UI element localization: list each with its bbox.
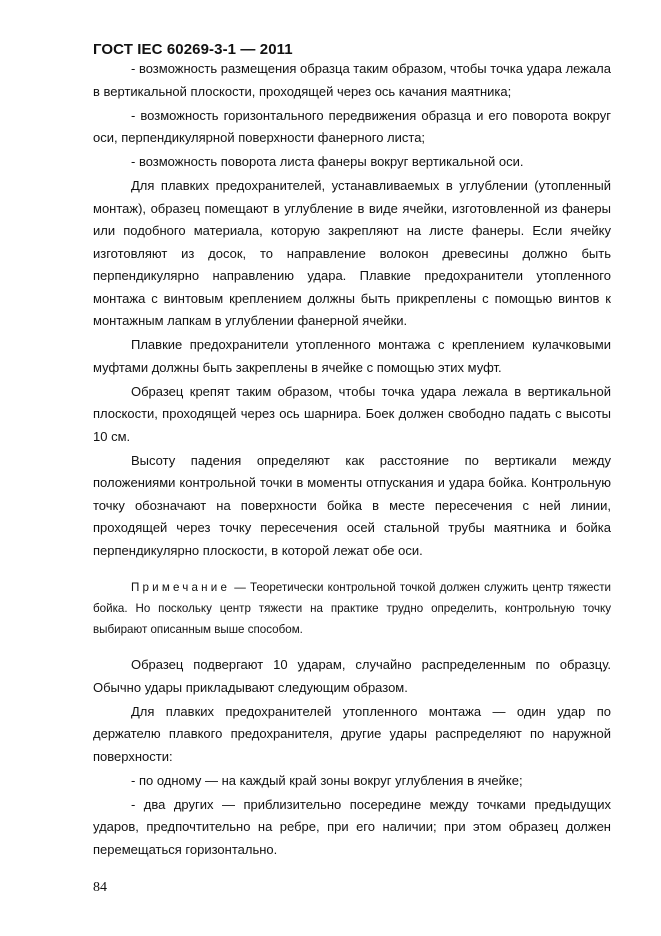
paragraph-10: - по одному — на каждый край зоны вокруг углубления в ячейке; bbox=[131, 772, 523, 788]
paragraph-8: Образец подвергают 10 ударам, случайно распределенным по образцу. Обычно удары прикладывают следующим образом. bbox=[93, 657, 611, 695]
paragraph-7: Высоту падения определяют как расстояние по вертикали между положениями контрольной точки в моменты отпускания и удара бойка. Контрольную точку обозначают на поверхности бойка в месте пересечения с ней линии, проходящей через точку пересечения осей стальной трубы маятника и бойка перпендикулярно плоскости, в которой лежат обе оси. bbox=[93, 452, 611, 558]
body-text bbox=[93, 58, 611, 863]
note-label: Примечание bbox=[131, 581, 231, 594]
paragraph-11: - два других — приблизительно посередине между точками предыдущих ударов, предпочтительно на ребре, при его наличии; при этом образец должен перемещаться горизонтально. bbox=[93, 796, 611, 857]
paragraph-6: Образец крепят таким образом, чтобы точка удара лежала в вертикальной плоскости, проходящей через ось шарнира. Боек должен свободно падать с высоты 10 см. bbox=[93, 383, 611, 444]
paragraph-4: Для плавких предохранителей, устанавливаемых в углублении (утопленный монтаж), образец помещают в углубление в виде ячейки, изготовленной из фанеры или подобного материала, которую закрепляют на листе фанеры. Если ячейку изготовляют из досок, то направление волокон древесины должно быть перпендикулярно направлению удара. Плавкие предохранители утопленного монтажа с винтовым креплением должны быть прикреплены с помощью винтов к монтажным лапкам в углублении фанерной ячейки. bbox=[93, 178, 611, 328]
note-paragraph bbox=[93, 577, 611, 640]
note-text: — Теоретически контрольной точкой должен служить центр тяжести бойка. Но поскольку центр тяжести на практике трудно определить, контрольную точку выбирают описанным выше способом. bbox=[93, 581, 611, 636]
paragraph-9: Для плавких предохранителей утопленного монтажа — один удар по держателю плавкого предохранителя, другие удары распределяют по наружной поверхности: bbox=[93, 703, 611, 764]
standard-header: ГОСТ IEC 60269-3-1 — 2011 bbox=[93, 41, 293, 58]
paragraph-1: - возможность размещения образца таким образом, чтобы точка удара лежала в вертикальной плоскости, проходящей через ось качания маятника; bbox=[93, 61, 611, 99]
paragraph-2: - возможность горизонтального передвижения образца и его поворота вокруг оси, перпендикулярной поверхности фанерного листа; bbox=[93, 107, 611, 145]
page-number: 84 bbox=[93, 880, 107, 895]
paragraph-5: Плавкие предохранители утопленного монтажа с креплением кулачковыми муфтами должны быть закреплены в ячейке с помощью этих муфт. bbox=[93, 337, 611, 375]
paragraph-3: - возможность поворота листа фанеры вокруг вертикальной оси. bbox=[131, 154, 524, 169]
